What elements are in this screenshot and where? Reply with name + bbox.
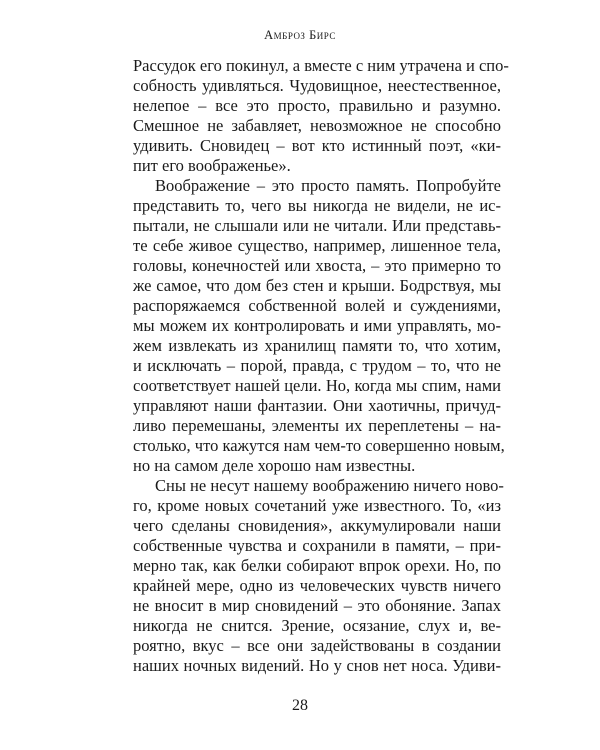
text-line: столько, что кажутся нам чем-то совершенно новым, <box>133 436 505 455</box>
text-line: наших ночных видений. Но у снов нет носа. Удиви- <box>133 656 501 675</box>
text-line: мерно так, как белки собирают впрок орехи. Но, по <box>133 556 501 575</box>
text-line: никогда не снится. Зрение, осязание, слух и, ве- <box>133 616 501 635</box>
text-line: Воображение – это просто память. Попробуйте <box>155 176 501 195</box>
text-line: го, кроме новых сочетаний уже известного. То, «из <box>133 496 501 515</box>
text-line: соответствует нашей цели. Но, когда мы спим, нами <box>133 376 501 395</box>
text-line: и исключать – порой, правда, с трудом – то, что не <box>133 356 501 375</box>
text-line: головы, конечностей или хвоста, – это примерно то <box>133 256 501 275</box>
text-line: крайней мере, одно из человеческих чувств ничего <box>133 576 501 595</box>
text-line: управляют наши фантазии. Они хаотичны, причуд- <box>133 396 501 415</box>
text-line: ливо перемешаны, элементы их переплетены – на- <box>133 416 501 435</box>
text-line: чего сделаны сновидения», аккумулировали наши <box>133 516 501 535</box>
text-line: же самое, что дом без стен и крыши. Бодрствуя, мы <box>133 276 501 295</box>
text-line: те себе живое существо, например, лишенное тела, <box>133 236 501 255</box>
text-line: роятно, вкус – все они задействованы в создании <box>133 636 501 655</box>
text-line: пытали, не слышали или не читали. Или представь- <box>133 216 501 235</box>
text-line: представить то, чего вы никогда не видели, не ис- <box>133 196 501 215</box>
text-line: удивить. Сновидец – вот кто истинный поэт, «ки- <box>133 136 501 155</box>
text-line: нелепое – все это просто, правильно и разумно. <box>133 96 501 115</box>
text-line: не вносит в мир сновидений – это обоняние. Запах <box>133 596 501 615</box>
text-line: Рассудок его покинул, а вместе с ним утрачена и спо- <box>133 56 509 75</box>
text-line: Сны не несут нашему воображению ничего ново- <box>155 476 504 495</box>
text-line: мы можем их контролировать и ими управлять, мо- <box>133 316 501 335</box>
text-line: собственные чувства и сохранили в памяти, – при- <box>133 536 501 555</box>
page-number: 28 <box>292 697 308 714</box>
text-line: собность удивляться. Чудовищное, неестественное, <box>133 76 501 95</box>
text-line: распоряжаемся собственной волей и суждениями, <box>133 296 501 315</box>
text-line: жем извлекать из хранилищ памяти то, что хотим, <box>133 336 501 355</box>
text-line: пит его воображенье». <box>133 156 291 175</box>
running-header: Амброз Бирс <box>264 28 336 42</box>
body-text <box>133 56 509 676</box>
text-line: Смешное не забавляет, невозможное не способно <box>133 116 501 135</box>
text-line: но на самом деле хорошо нам известны. <box>133 456 416 475</box>
